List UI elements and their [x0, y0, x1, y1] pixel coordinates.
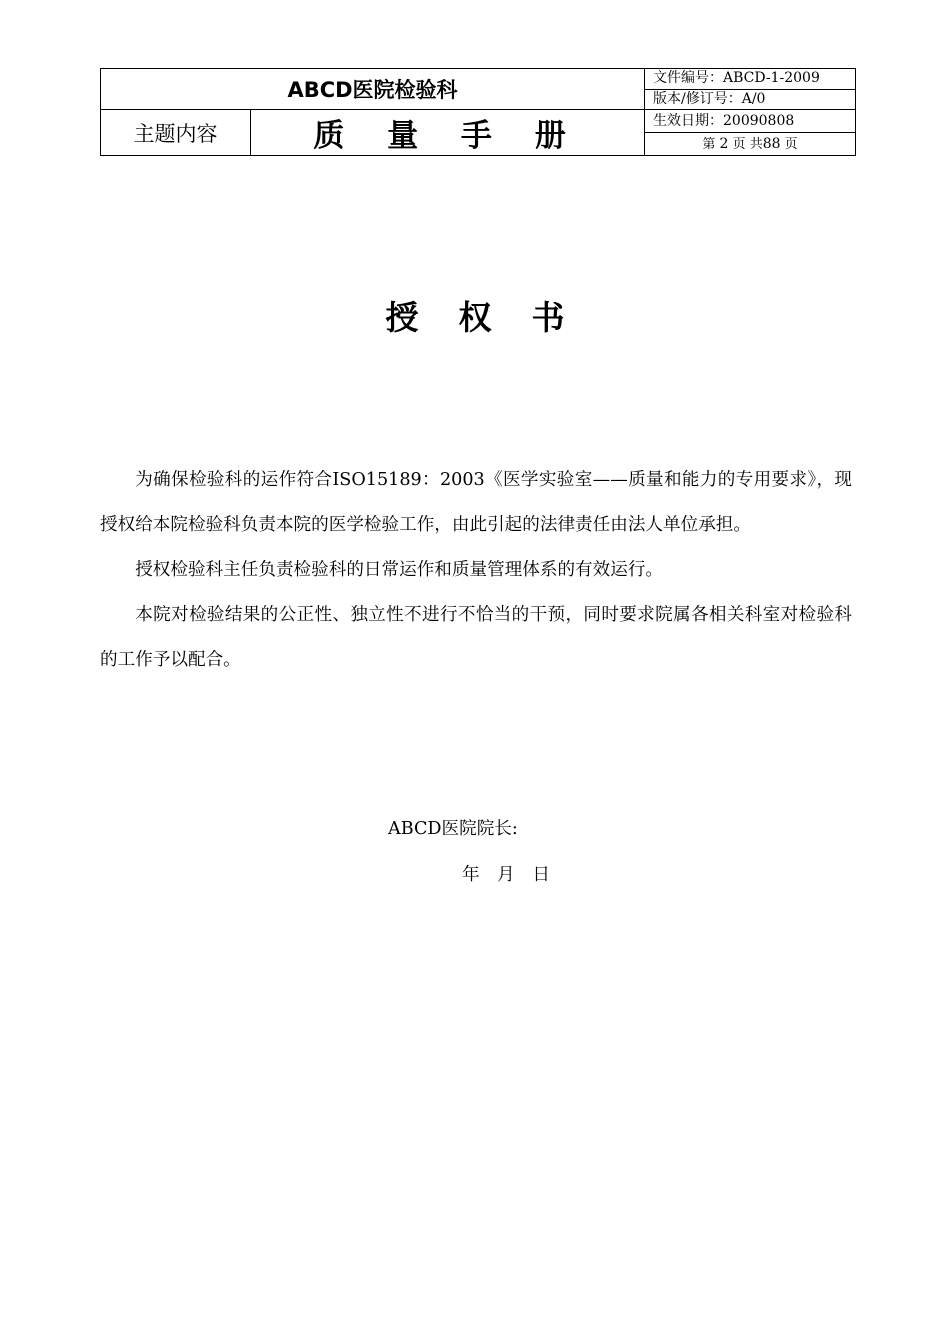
manual-title: 质 量 手 册: [251, 110, 645, 156]
document-body: [100, 458, 852, 683]
page-prefix: 第: [702, 136, 716, 152]
page-mid: 页 共: [732, 136, 763, 152]
version-number: 版本/修订号：A/0: [645, 89, 856, 110]
signature-line: ABCD医院院长:: [388, 819, 518, 839]
page-current: 2: [719, 135, 729, 152]
body-paragraph: 为确保检验科的运作符合ISO15189：2003《医学实验室——质量和能力的专用要求》，现授权给本院检验科负责本院的医学检验工作，由此引起的法律责任由法人单位承担。: [100, 470, 852, 535]
page-total: 88: [762, 135, 781, 152]
effective-date: 生效日期：20090808: [645, 110, 856, 133]
body-paragraph: 授权检验科主任负责检验科的日常运作和质量管理体系的有效运行。: [135, 560, 664, 580]
hospital-department-name: ABCD医院检验科: [101, 69, 645, 110]
date-line: 年 月 日: [462, 865, 550, 885]
document-title: 授权书: [385, 298, 605, 337]
document-header: [100, 68, 856, 156]
page-indicator: [645, 133, 856, 156]
page-suffix: 页: [784, 136, 798, 152]
body-paragraph: 本院对检验结果的公正性、独立性不进行不恰当的干预，同时要求院属各相关科室对检验科的工作予以配合。: [100, 605, 852, 670]
document-number: 文件编号：ABCD-1-2009: [645, 69, 856, 90]
subject-label: 主题内容: [101, 110, 251, 156]
